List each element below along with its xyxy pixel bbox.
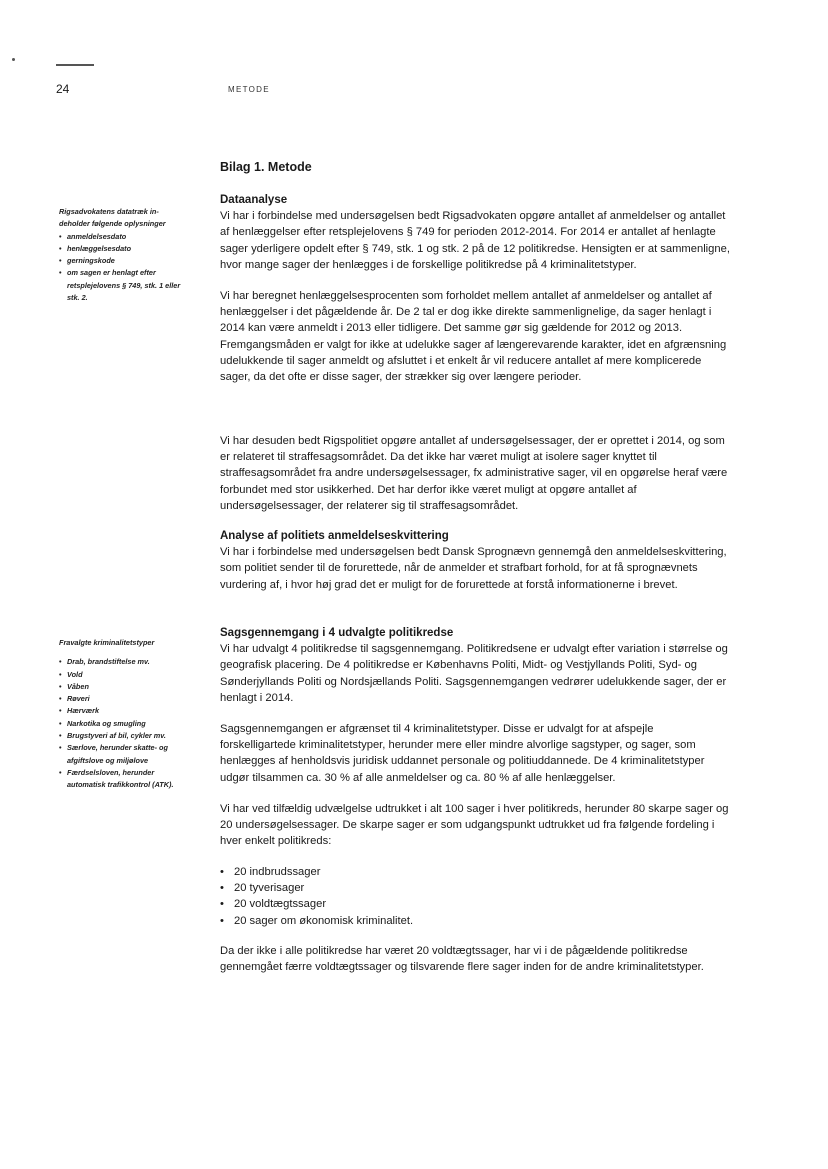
sidebar-note-item: • gerningskode (59, 255, 189, 267)
page-number: 24 (56, 82, 70, 96)
page-title: Bilag 1. Metode (220, 160, 312, 174)
section-heading: Analyse af politiets anmeldelseskvittering (220, 530, 449, 542)
sidebar-note-types (59, 637, 189, 792)
sidebar-note-item: • Særlove, herunder skatte- og afgiftslove og miljølove (59, 742, 189, 767)
sidebar-note-item: • Vold (59, 669, 189, 681)
sidebar-note-data (59, 206, 189, 304)
list-item: • 20 sager om økonomisk kriminalitet. (220, 913, 732, 929)
paragraph: Da der ikke i alle politikredse har været 20 voldtægtssager, har vi i de pågældende politikredse gennemgået færre voldtægtssager og tilsvarende flere sager inden for de andre kriminalitetstyper. (220, 945, 704, 974)
bullet-list (220, 864, 732, 929)
sidebar-note-item: • Drab, brandstiftelse mv. (59, 656, 189, 668)
list-item: • 20 indbrudssager (220, 864, 732, 880)
section-kvittering (220, 528, 732, 593)
sidebar-note-list (59, 231, 189, 305)
paragraph: Vi har udvalgt 4 politikredse til sagsgennemgang. Politikredsene er udvalgt efter variation i størrelse og geografisk placering. De 4 politikredse er Københavns Politi, Midt- og Vestjyllands Politi, Syd- og Sønderjyllands Politi og Nordsjællands Politi. Sagsgennemgangen vedrører udelukkende sager, der er henlagt i 2014. (220, 643, 728, 704)
section-heading: Dataanalyse (220, 194, 288, 206)
sidebar-note-item: • Færdselsloven, herunder automatisk trafikkontrol (ATK). (59, 767, 189, 792)
case-distribution-list (220, 864, 732, 929)
section-dataanalyse-p3 (220, 433, 732, 514)
sidebar-note-item: • Hærværk (59, 705, 189, 717)
running-title: METODE (228, 85, 270, 94)
sidebar-note-item: • anmeldelsesdato (59, 231, 189, 243)
scan-dot (12, 58, 15, 61)
section-sagsgennemgang (220, 625, 732, 706)
section-sagsgennemgang-p3 (220, 801, 732, 850)
sidebar-note-item: • Våben (59, 681, 189, 693)
paragraph: Vi har i forbindelse med undersøgelsen bedt Dansk Sprognævn gennemgå den anmeldelseskvittering, som politiet sender til de forurettede, når de anmelder et strafbart forhold, for at få sprognævnets vurdering af, i hvor høj grad det er muligt for de forurettede at forstå informationerne i brevet. (220, 546, 727, 591)
section-sagsgennemgang-p4 (220, 943, 732, 975)
sidebar-note-item: • Brugstyveri af bil, cykler mv. (59, 730, 189, 742)
paragraph: Vi har ved tilfældig udvælgelse udtrukket i alt 100 sager i hver politikreds, herunder 80 skarpe sager og 20 undersøgelsessager. De skarpe sager er som udgangspunkt udtrukket ud fra følgende fordeling i hver enkelt politikreds: (220, 803, 729, 848)
paragraph: Vi har desuden bedt Rigspolitiet opgøre antallet af undersøgelsessager, der er oprettet i 2014, og som er relateret til straffesagsområdet. Da det ikke har været muligt at isolere sager knyttet til straffesagsområdet fra andre undersøgelsessager, fx administrative sager, vil en opgørelse heraf være forbundet med stor usikkerhed. Det har derfor ikke været muligt at opgøre antallet af undersøgelsessager, der relaterer sig til straffesagsområdet. (220, 435, 728, 512)
section-sagsgennemgang-p2 (220, 721, 732, 786)
sidebar-note-title: Fravalgte kriminalitetstyper (59, 638, 155, 647)
section-dataanalyse-p2 (220, 288, 732, 385)
sidebar-note-title: Rigsadvokatens datatræk in-deholder følgende oplysninger (59, 207, 166, 229)
sidebar-note-item: • om sagen er henlagt efter retsplejelovens § 749, stk. 1 eller stk. 2. (59, 267, 189, 304)
sidebar-note-item: • henlæggelsesdato (59, 243, 189, 255)
list-item: • 20 tyverisager (220, 880, 732, 896)
paragraph: Sagsgennemgangen er afgrænset til 4 kriminalitetstyper. Disse er udvalgt for at afspejle forskelligartede kriminalitetstyper, herunder mere eller mindre alvorlige sagstyper, og sager, som henlægges af henholdsvis juridisk uddannet personale og politiuddannede. De 4 kriminalitetstyper udgør tilsammen ca. 30 % af alle anmeldelser og ca. 80 % af alle henlæggelser. (220, 723, 705, 784)
section-dataanalyse (220, 192, 732, 273)
sidebar-note-item: • Røveri (59, 693, 189, 705)
sidebar-note-item: • Narkotika og smugling (59, 718, 189, 730)
section-heading: Sagsgennemgang i 4 udvalgte politikredse (220, 627, 454, 639)
sidebar-note-list (59, 656, 189, 791)
paragraph: Vi har i forbindelse med undersøgelsen bedt Rigsadvokaten opgøre antallet af anmeldelser og antallet af henlæggelser efter retsplejelovens § 749 for perioden 2012-2014. For 2014 er antallet af henlagte sager yderligere opdelt efter § 749, stk. 1 og stk. 2 på de 12 politikredse. Hensigten er at sammenligne, hvor mange sager der henlægges i de forskellige politikredse på 4 kriminalitetstyper. (220, 210, 730, 271)
paragraph: Vi har beregnet henlæggelsesprocenten som forholdet mellem antallet af anmeldelser og antallet af henlæggelser i det pågældende år. De 2 tal er dog ikke direkte sammenlignelige, da sager henlagt i 2014 kan være anmeldt i 2013 eller tidligere. Det samme gør sig gældende for 2012 og 2013. Fremgangsmåden er valgt for ikke at udelukke sager af længerevarende karakter, idet en afgrænsning udelukkende til sager anmeldt og afsluttet i et enkelt år vil reducere antallet af mere komplicerede sager, da det ofte er disse sager, der strækker sig over længere perioder. (220, 290, 727, 384)
scan-mark (56, 64, 94, 66)
list-item: • 20 voldtægtssager (220, 896, 732, 912)
